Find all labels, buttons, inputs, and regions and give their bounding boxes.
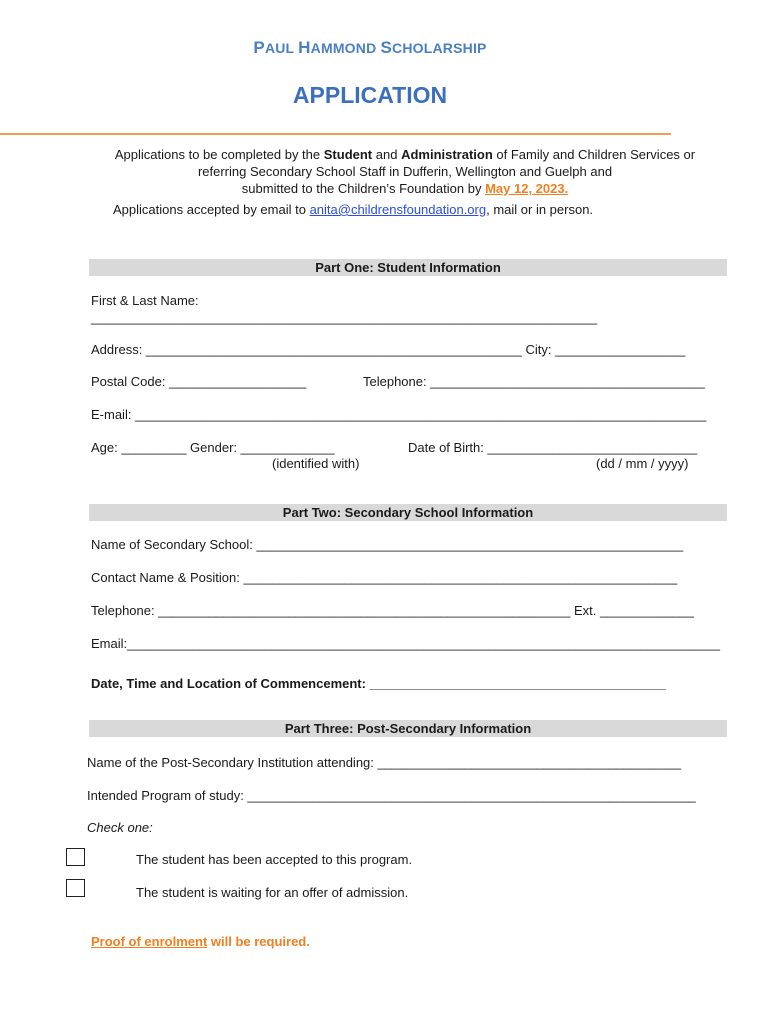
gender-hint: (identified with) xyxy=(272,456,360,471)
check-one-label: Check one: xyxy=(87,820,153,835)
telephone-field[interactable]: Telephone: ______________________________________ xyxy=(363,374,705,389)
email-link[interactable]: anita@childrensfoundation.org xyxy=(309,202,487,217)
email-field[interactable]: E-mail: _______________________________________________________________________________ xyxy=(91,407,707,422)
proof-notice: Proof of enrolment will be required. xyxy=(91,934,310,949)
scholarship-title: PAUL HAMMOND SCHOLARSHIP xyxy=(253,38,487,57)
part-two-heading: Part Two: Secondary School Information xyxy=(89,504,727,521)
intro-line-3: submitted to the Children’s Foundation by May 12, 2023. xyxy=(241,181,569,196)
part-one-heading: Part One: Student Information xyxy=(89,259,727,276)
intro-text xyxy=(70,146,740,197)
name-label: First & Last Name: xyxy=(91,293,199,308)
accepted-checkbox[interactable] xyxy=(66,848,85,866)
application-title: APPLICATION xyxy=(292,82,448,108)
dob-format-hint: (dd / mm / yyyy) xyxy=(596,456,689,471)
accepted-option-label: The student has been accepted to this program. xyxy=(136,852,413,867)
waiting-option-label: The student is waiting for an offer of admission. xyxy=(136,885,409,900)
program-field[interactable]: Intended Program of study: ______________________________________________________________ xyxy=(87,788,696,803)
header-divider xyxy=(0,133,671,135)
school-email-field[interactable]: Email:__________________________________________________________________________________ xyxy=(91,636,720,651)
commencement-field[interactable]: Date, Time and Location of Commencement: _________________________________________ xyxy=(91,676,667,691)
postal-code-field[interactable]: Postal Code: ___________________ xyxy=(91,374,307,389)
intro-line-2: referring Secondary School Staff in Dufferin, Wellington and Guelph and xyxy=(197,164,613,179)
institution-field[interactable]: Name of the Post-Secondary Institution attending: __________________________________________ xyxy=(87,755,682,770)
address-city-field[interactable]: Address: ____________________________________________________ City: __________________ xyxy=(91,342,686,357)
waiting-checkbox[interactable] xyxy=(66,879,85,897)
contact-field[interactable]: Contact Name & Position: ____________________________________________________________ xyxy=(91,570,678,585)
part-three-heading: Part Three: Post-Secondary Information xyxy=(89,720,727,737)
age-gender-field[interactable]: Age: _________ Gender: _____________ xyxy=(91,440,335,455)
dob-field[interactable]: Date of Birth: _____________________________ xyxy=(408,440,698,455)
school-name-field[interactable]: Name of Secondary School: ___________________________________________________________ xyxy=(91,537,684,552)
intro-line-4: Applications accepted by email to anita@childrensfoundation.org, mail or in person. xyxy=(113,202,594,217)
school-telephone-field[interactable]: Telephone: _________________________________________________________ Ext. _____________ xyxy=(91,603,694,618)
deadline-date: May 12, 2023. xyxy=(485,181,569,196)
name-field[interactable]: ______________________________________________________________________ xyxy=(91,310,598,325)
intro-line-1: Applications to be completed by the Student and Administration of Family and Children Services or xyxy=(114,147,696,162)
